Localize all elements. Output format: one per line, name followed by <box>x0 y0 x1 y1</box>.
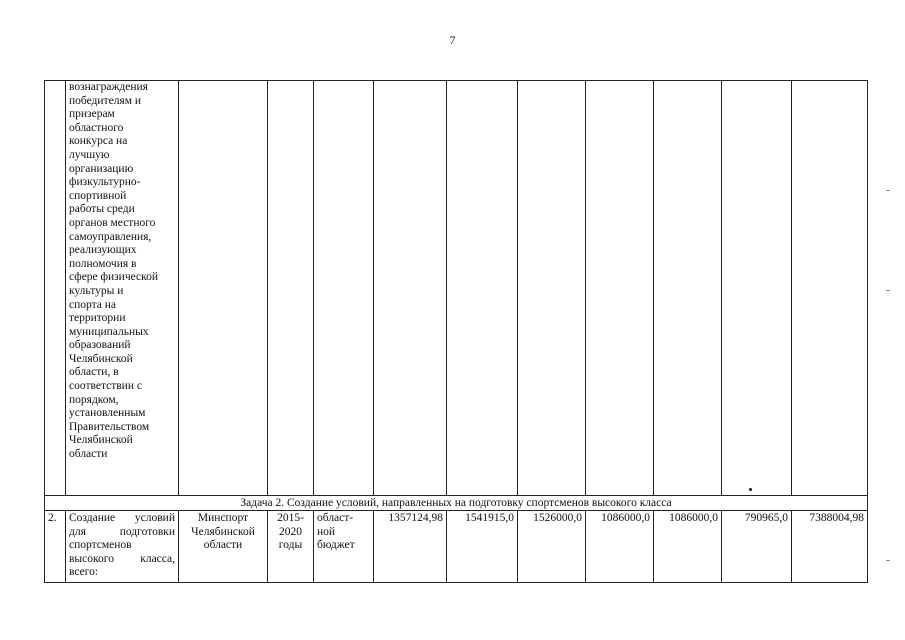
amount-cell: 1086000,0 <box>586 511 654 583</box>
text-line: Челябинской <box>69 352 133 365</box>
period-cell <box>268 81 314 496</box>
total-cell <box>792 81 868 496</box>
text-line: областного <box>69 121 124 134</box>
task-heading-row <box>45 496 868 511</box>
scan-mark <box>886 190 890 191</box>
text-line: муниципальных <box>69 325 149 338</box>
text-line: образований <box>69 339 131 352</box>
task-heading: Задача 2. Создание условий, направленных на подготовку спортсменов высокого класса <box>45 496 868 511</box>
activity-name-cell: Создание условий для подготовки спортсменов высокого класса, всего: <box>66 511 179 583</box>
text-line: территории <box>69 312 126 325</box>
text-line: призерам <box>69 108 115 121</box>
amount-cell <box>722 81 792 496</box>
amount-cell: 1541915,0 <box>447 511 518 583</box>
period-cell: 2015-2020 годы <box>268 511 314 583</box>
source-cell <box>314 81 374 496</box>
text-line: полномочия в <box>69 257 137 270</box>
text-line: спорта на <box>69 298 117 311</box>
text-line: культуры и <box>69 284 124 297</box>
row-number-cell: 2. <box>45 511 66 583</box>
text-line: соответствии с <box>69 380 142 393</box>
amount-cell <box>447 81 518 496</box>
text-line: спортивной <box>69 189 127 202</box>
page-number: 7 <box>449 33 456 47</box>
scan-mark <box>886 560 890 561</box>
text-line: самоуправления, <box>69 230 152 243</box>
table-row <box>45 511 868 583</box>
text-line: организацию <box>69 162 134 175</box>
text-line: органов местного <box>69 216 156 229</box>
text-line: победителям и <box>69 94 142 107</box>
scan-mark <box>886 290 890 291</box>
text-line: установленным <box>69 407 146 420</box>
text-line: сфере физической <box>69 271 159 284</box>
amount-cell: 1526000,0 <box>518 511 586 583</box>
text-line: области, в <box>69 366 119 379</box>
amount-cell: 1357124,98 <box>374 511 447 583</box>
amount-cell: 1086000,0 <box>654 511 722 583</box>
amount-cell: 790965,0 <box>722 511 792 583</box>
text-line: конкурса на <box>69 135 128 148</box>
scan-speck <box>749 488 752 491</box>
row-number-cell <box>45 81 66 496</box>
text-line: области <box>69 448 108 461</box>
executor-cell <box>179 81 268 496</box>
text-line: Челябинской <box>69 434 133 447</box>
executor-cell: Минспорт Челябинской области <box>179 511 268 583</box>
activity-description-cell <box>66 81 179 496</box>
program-table <box>44 80 868 583</box>
amount-cell <box>374 81 447 496</box>
text-line: физкультурно- <box>69 176 141 189</box>
total-cell: 7388004,98 <box>792 511 868 583</box>
table-row <box>45 81 868 496</box>
text-line: работы среди <box>69 203 135 216</box>
text-line: лучшую <box>69 148 110 161</box>
text-line: реализующих <box>69 244 137 257</box>
amount-cell <box>586 81 654 496</box>
amount-cell <box>654 81 722 496</box>
text-line: Правительством <box>69 420 150 433</box>
text-line: вознаграждения <box>69 81 148 93</box>
source-cell: област-ной бюджет <box>314 511 374 583</box>
text-line: порядком, <box>69 393 119 406</box>
amount-cell <box>518 81 586 496</box>
